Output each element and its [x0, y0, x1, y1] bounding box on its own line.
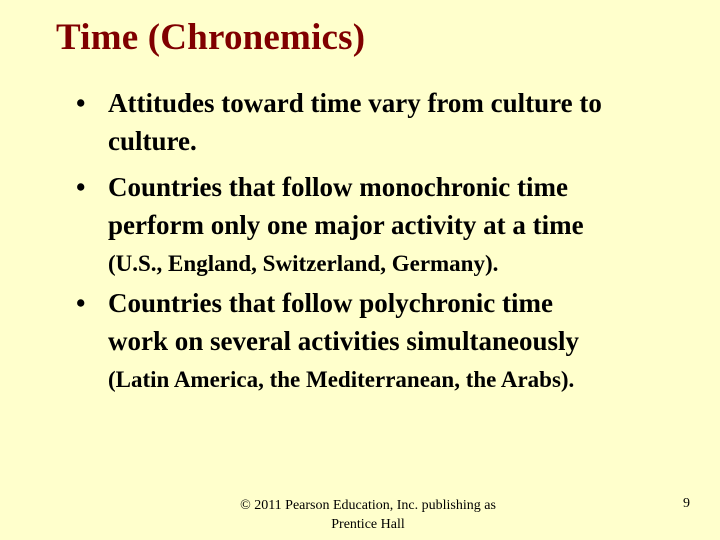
publisher-line: Prentice Hall — [331, 517, 405, 532]
bullet-marker: • — [76, 88, 86, 118]
copyright-footer — [218, 496, 518, 534]
bullet-text-line: Countries that follow monochronic time — [108, 172, 568, 202]
bullet-example-text: (U.S., England, Switzerland, Germany). — [108, 251, 499, 276]
bullet-text-line: culture. — [108, 126, 197, 156]
bullet-text-line: Countries that follow polychronic time — [108, 288, 553, 318]
bullet-marker: • — [76, 288, 86, 318]
bullet-text-line: perform only one major activity at a time — [108, 210, 584, 240]
bullet-text-line: work on several activities simultaneously — [108, 326, 579, 356]
bullet-example-text: (Latin America, the Mediterranean, the Arabs). — [108, 367, 575, 392]
page-number: 9 — [683, 496, 690, 511]
slide-title: Time (Chronemics) — [56, 17, 366, 58]
bullet-marker: • — [76, 172, 86, 202]
copyright-line: © 2011 Pearson Education, Inc. publishing as — [240, 498, 496, 513]
bullet-text-line: Attitudes toward time vary from culture to — [108, 88, 602, 118]
